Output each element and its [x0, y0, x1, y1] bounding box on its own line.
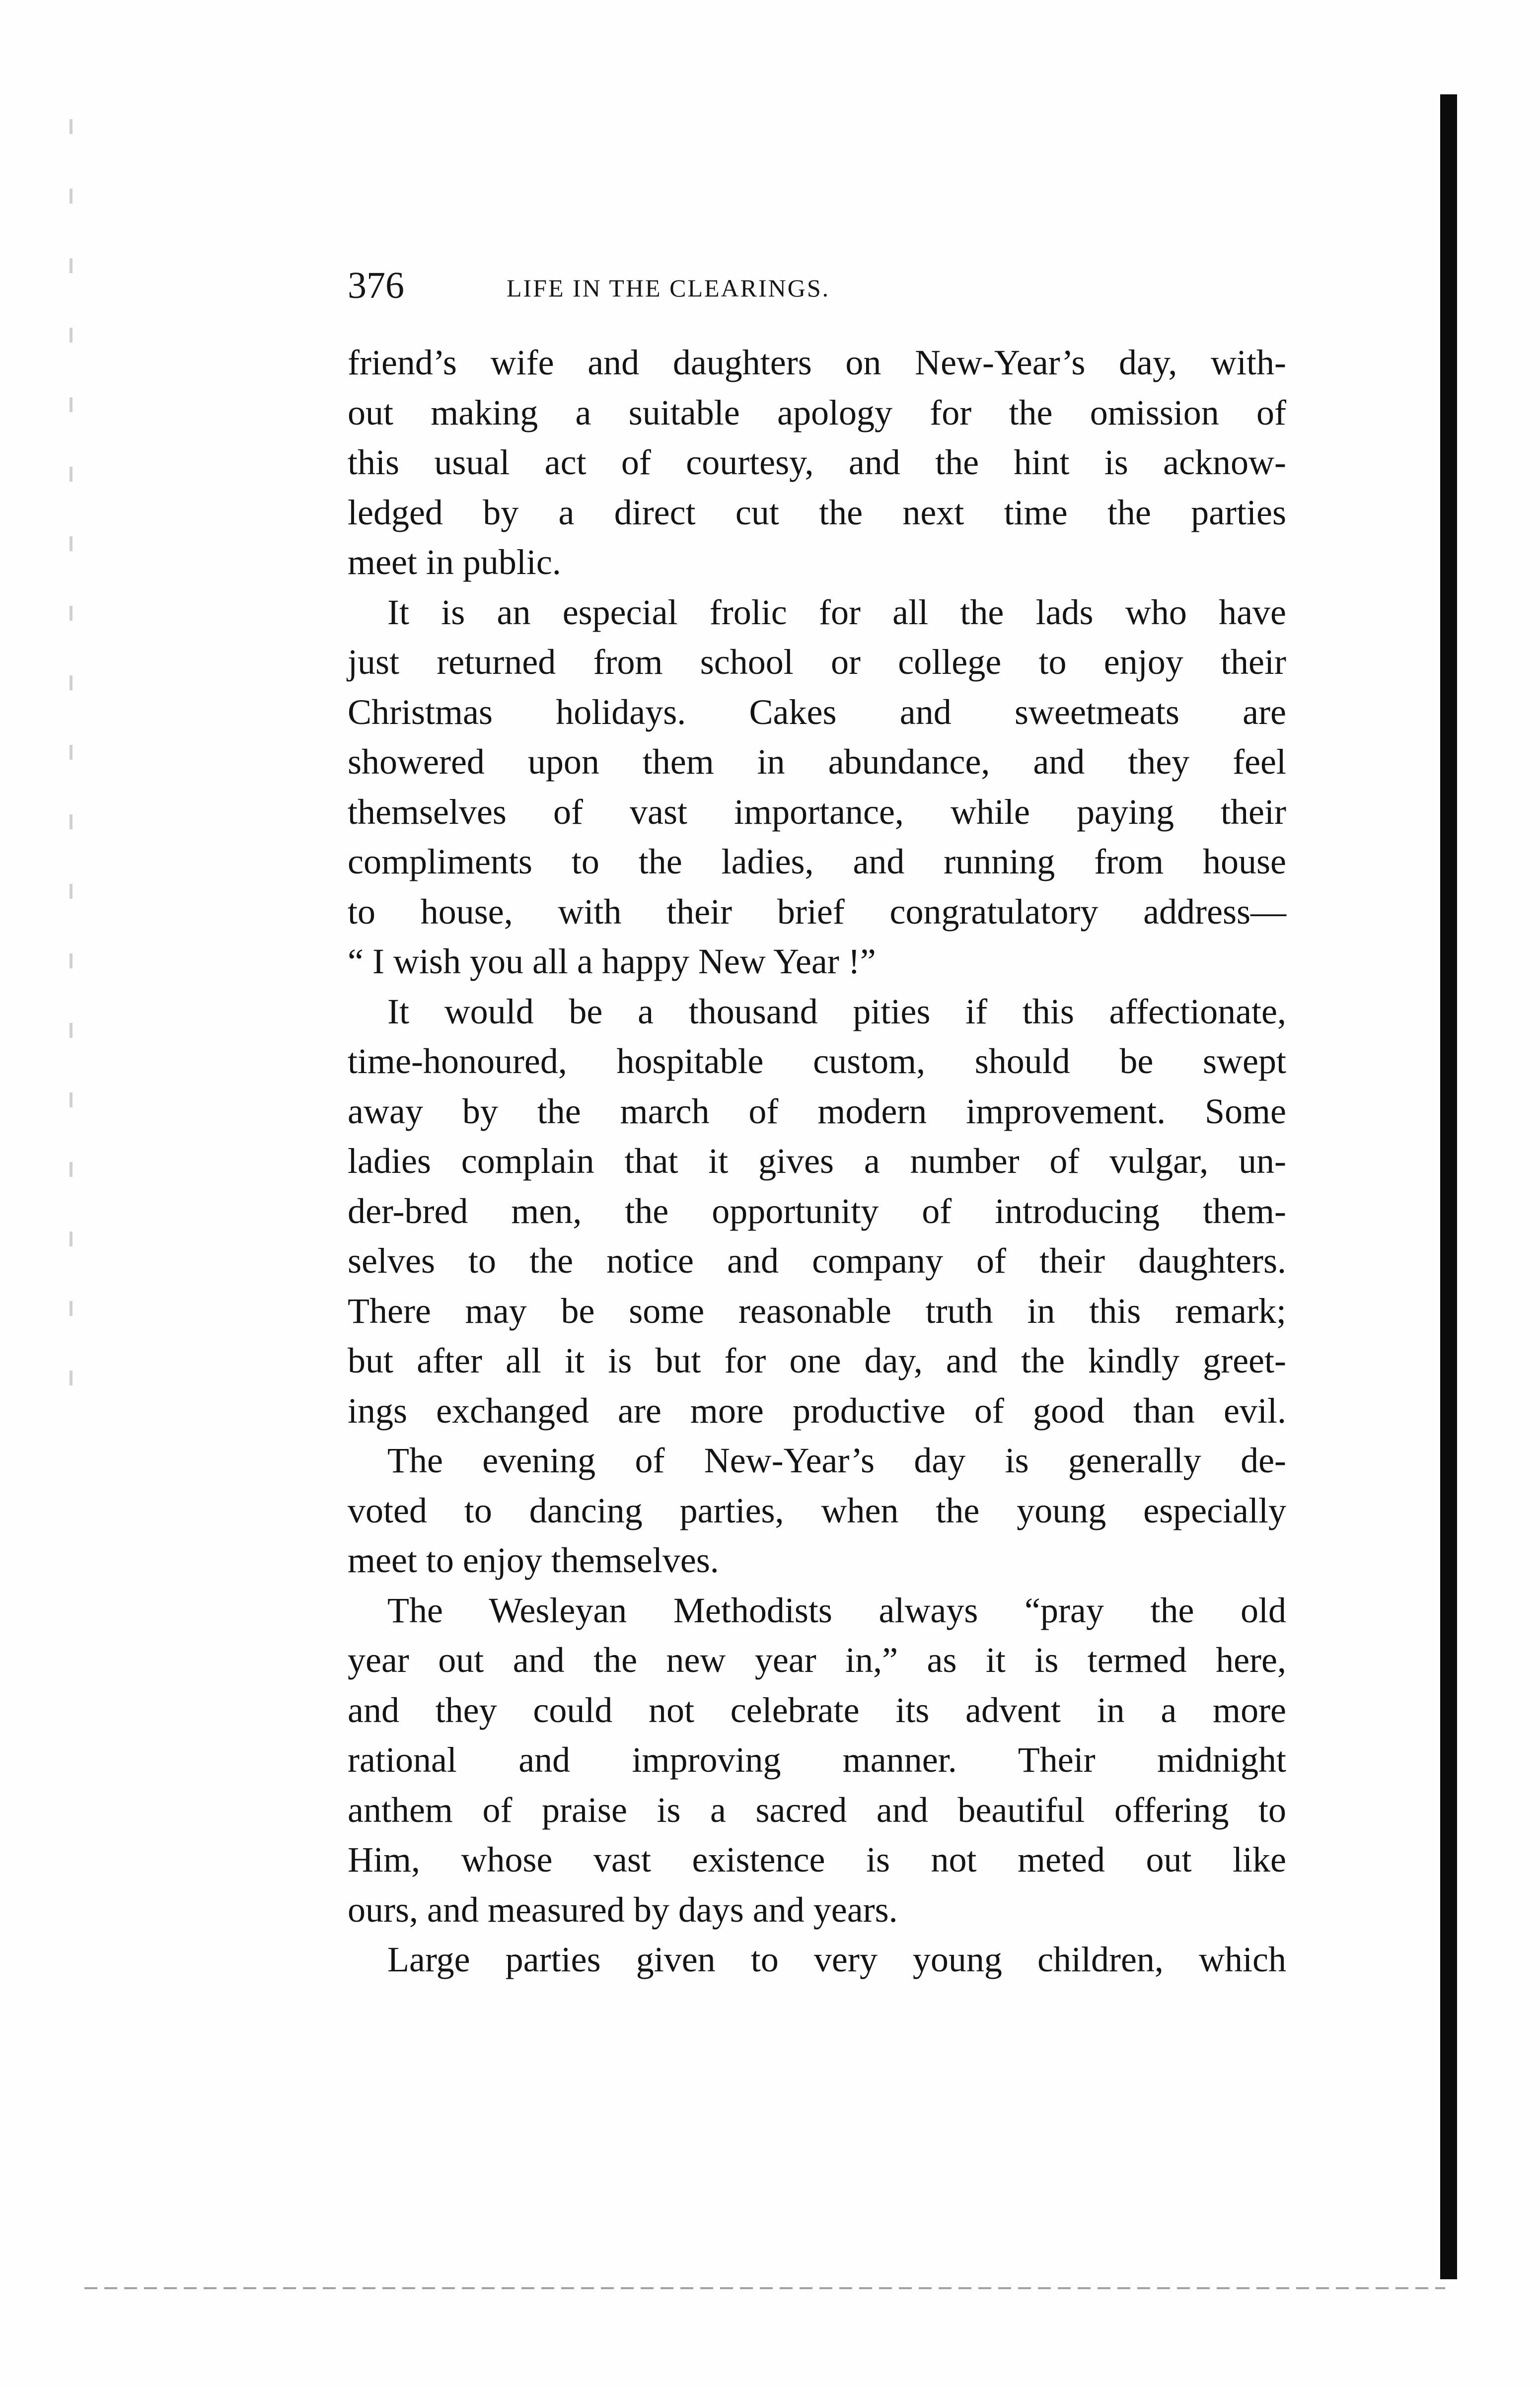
paragraph [348, 987, 1286, 1436]
text-line: The evening of New-Year’s day is generally de- [387, 1441, 1286, 1480]
text-line: der-bred men, the opportunity of introducing them- [348, 1191, 1286, 1231]
text-line: themselves of vast importance, while paying their [348, 792, 1286, 832]
paragraph [348, 587, 1286, 987]
text-line: Large parties given to very young children, which [387, 1940, 1286, 1979]
text-line: ladies complain that it gives a number of vulgar, un- [348, 1141, 1286, 1181]
text-line: and they could not celebrate its advent in a more [348, 1690, 1286, 1730]
text-line: “ I wish you all a happy New Year !” [348, 941, 876, 981]
text-line: Him, whose vast existence is not meted out like [348, 1840, 1286, 1880]
text-line: Christmas holidays. Cakes and sweetmeats are [348, 692, 1286, 732]
text-line: just returned from school or college to enjoy their [348, 642, 1286, 682]
text-line: out making a suitable apology for the omission of [348, 392, 1286, 433]
paragraph [348, 1935, 1286, 1985]
text-line: anthem of praise is a sacred and beautiful offering to [348, 1790, 1286, 1830]
text-line: meet in public. [348, 542, 561, 582]
paragraph [348, 338, 1286, 587]
bottom-edge-marks [84, 2287, 1445, 2289]
running-title: LIFE IN THE CLEARINGS. [507, 274, 830, 302]
paragraph [348, 1586, 1286, 1935]
text-line: this usual act of courtesy, and the hint is acknow- [348, 442, 1286, 482]
text-line: friend’s wife and daughters on New-Year’s day, with- [348, 343, 1286, 382]
binding-edge [1440, 94, 1457, 2279]
text-line: but after all it is but for one day, and the kindly greet- [348, 1341, 1286, 1380]
body-text [348, 338, 1286, 1985]
text-line: It would be a thousand pities if this affectionate, [387, 991, 1286, 1031]
page-number: 376 [348, 265, 404, 306]
text-line: There may be some reasonable truth in this remark; [348, 1291, 1286, 1331]
text-line: compliments to the ladies, and running from house [348, 842, 1286, 881]
text-line: showered upon them in abundance, and they feel [348, 742, 1286, 782]
text-line: selves to the notice and company of their daughters. [348, 1241, 1286, 1281]
text-line: away by the march of modern improvement. Some [348, 1091, 1286, 1131]
text-line: ledged by a direct cut the next time the parties [348, 492, 1286, 532]
text-line: ours, and measured by days and years. [348, 1889, 898, 1930]
paragraph [348, 1436, 1286, 1586]
text-line: to house, with their brief congratulatory address— [348, 891, 1286, 932]
text-line: voted to dancing parties, when the young especially [348, 1490, 1286, 1530]
text-line: The Wesleyan Methodists always “pray the old [387, 1590, 1286, 1630]
text-line: It is an especial frolic for all the lads who have [387, 592, 1286, 632]
page-header [348, 258, 1291, 313]
text-line: meet to enjoy themselves. [348, 1540, 719, 1580]
text-line: time-honoured, hospitable custom, should be swept [348, 1041, 1286, 1081]
margin-specks [70, 119, 73, 1410]
text-line: rational and improving manner. Their midnight [348, 1740, 1286, 1780]
text-line: ings exchanged are more productive of good than evil. [348, 1390, 1286, 1431]
text-line: year out and the new year in,” as it is termed here, [348, 1640, 1286, 1680]
